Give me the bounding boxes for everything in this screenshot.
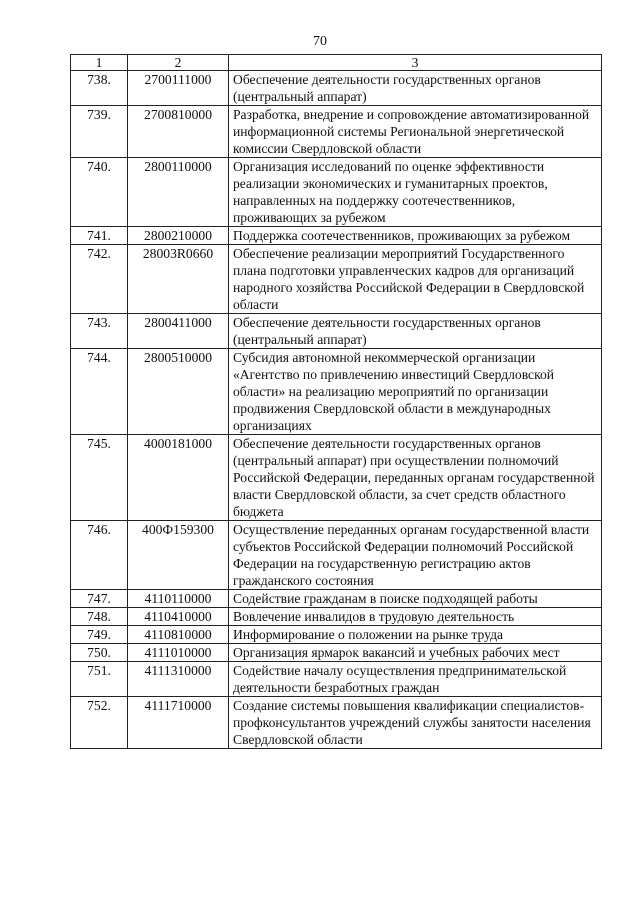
row-number: 750. xyxy=(71,644,128,662)
target-code: 4111710000 xyxy=(128,697,229,749)
row-number: 741. xyxy=(71,227,128,245)
target-code: 4110810000 xyxy=(128,626,229,644)
row-description: Создание системы повышения квалификации специалистов-профконсультантов учреждений службы занятости населения Свердловской области xyxy=(229,697,602,749)
table-row xyxy=(71,314,602,349)
target-code: 400Ф159300 xyxy=(128,521,229,590)
row-number: 744. xyxy=(71,349,128,435)
target-code: 2800110000 xyxy=(128,158,229,227)
target-code: 2800510000 xyxy=(128,349,229,435)
table-row xyxy=(71,644,602,662)
row-number: 739. xyxy=(71,106,128,158)
row-description: Организация исследований по оценке эффективности реализации экономических и гуманитарных проектов, направленных на поддержку соотечественников, проживающих за рубежом xyxy=(229,158,602,227)
row-number: 752. xyxy=(71,697,128,749)
table-row xyxy=(71,697,602,749)
row-description: Разработка, внедрение и сопровождение автоматизированной информационной системы Региональной энергетической комиссии Свердловской области xyxy=(229,106,602,158)
target-code: 4110110000 xyxy=(128,590,229,608)
table-header-row xyxy=(71,55,602,71)
column-header-1: 1 xyxy=(71,55,128,71)
table-row xyxy=(71,227,602,245)
target-code: 2700810000 xyxy=(128,106,229,158)
row-description: Обеспечение деятельности государственных органов (центральный аппарат) при осуществлении полномочий Российской Федерации, переданных органам государственной власти Свердловской области, за счет средств областного бюджета xyxy=(229,435,602,521)
table-row xyxy=(71,435,602,521)
row-description: Информирование о положении на рынке труда xyxy=(229,626,602,644)
row-number: 748. xyxy=(71,608,128,626)
row-description: Обеспечение деятельности государственных органов (центральный аппарат) xyxy=(229,71,602,106)
target-code: 4000181000 xyxy=(128,435,229,521)
row-description: Организация ярмарок вакансий и учебных рабочих мест xyxy=(229,644,602,662)
row-description: Обеспечение деятельности государственных органов (центральный аппарат) xyxy=(229,314,602,349)
row-number: 738. xyxy=(71,71,128,106)
table-row xyxy=(71,590,602,608)
table-row xyxy=(71,521,602,590)
target-code: 2800411000 xyxy=(128,314,229,349)
row-description: Содействие началу осуществления предпринимательской деятельности безработных граждан xyxy=(229,662,602,697)
target-code: 4110410000 xyxy=(128,608,229,626)
table-row xyxy=(71,158,602,227)
row-description: Вовлечение инвалидов в трудовую деятельность xyxy=(229,608,602,626)
row-number: 745. xyxy=(71,435,128,521)
row-description: Осуществление переданных органам государственной власти субъектов Российской Федерации полномочий Российской Федерации на государственную регистрацию актов гражданского состояния xyxy=(229,521,602,590)
target-code: 4111010000 xyxy=(128,644,229,662)
page-number: 70 xyxy=(313,34,327,49)
column-header-3: 3 xyxy=(229,55,602,71)
table-row xyxy=(71,106,602,158)
table-row xyxy=(71,349,602,435)
row-number: 742. xyxy=(71,245,128,314)
column-header-2: 2 xyxy=(128,55,229,71)
row-number: 743. xyxy=(71,314,128,349)
row-description: Поддержка соотечественников, проживающих за рубежом xyxy=(229,227,602,245)
table-row xyxy=(71,245,602,314)
target-code: 2700111000 xyxy=(128,71,229,106)
table-row xyxy=(71,608,602,626)
table-row xyxy=(71,662,602,697)
budget-codes-table xyxy=(70,54,602,749)
row-number: 749. xyxy=(71,626,128,644)
target-code: 4111310000 xyxy=(128,662,229,697)
table-row xyxy=(71,71,602,106)
target-code: 2800210000 xyxy=(128,227,229,245)
row-description: Субсидия автономной некоммерческой организации «Агентство по привлечению инвестиций Свердловской области» на реализацию мероприятий по организации продвижения Свердловской области в международных организациях xyxy=(229,349,602,435)
row-number: 747. xyxy=(71,590,128,608)
row-number: 740. xyxy=(71,158,128,227)
target-code: 28003R0660 xyxy=(128,245,229,314)
row-number: 751. xyxy=(71,662,128,697)
row-description: Содействие гражданам в поиске подходящей работы xyxy=(229,590,602,608)
table-row xyxy=(71,626,602,644)
row-description: Обеспечение реализации мероприятий Государственного плана подготовки управленческих кадров для организаций народного хозяйства Российской Федерации в Свердловской области xyxy=(229,245,602,314)
row-number: 746. xyxy=(71,521,128,590)
